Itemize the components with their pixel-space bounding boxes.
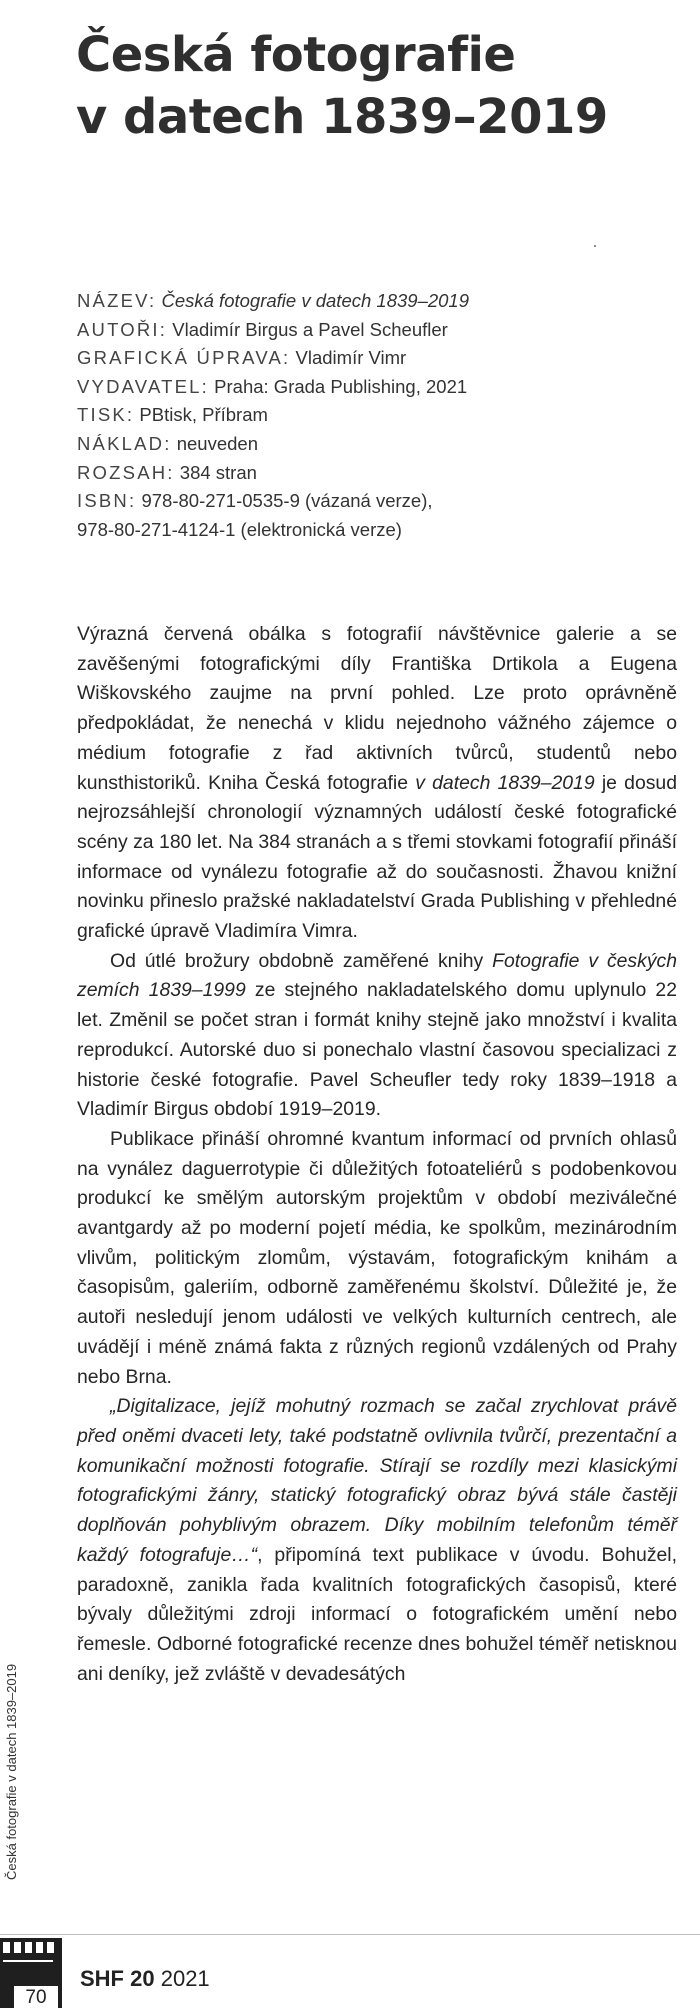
paragraph-4 bbox=[77, 1392, 677, 1689]
paragraph-1-text: Výrazná červená obálka s fotografií návštěvnice galerie a se zavěšenými fotografickými díly Františka Drtikola a Eugena Wiškovského zaujme na první pohled. Lze proto oprávněně předpokládat, že nenechá v klidu nejednoho vážného zájemce o médium fotografie z řad aktivních tvůrců, studentů nebo kunsthistoriků. Kniha Česká fotografie bbox=[77, 623, 677, 794]
paragraph-1-italic: v datech 1839–2019 bbox=[415, 771, 595, 794]
meta-key: NÁKLAD: bbox=[77, 432, 172, 454]
meta-value: 384 stran bbox=[179, 461, 257, 483]
meta-row-design bbox=[77, 344, 677, 373]
article-title bbox=[76, 24, 676, 148]
paragraph-4-text: , připomíná text publikace v úvodu. Bohužel, paradoxně, zanikla řada kvalitních fotografických časopisů, které bývaly důležitými zdroji informací o fotografickém umění nebo řemesle. Odborné fotografické recenze dnes bohužel téměř netisknou ani deníky, jež zvláště v devadesátých bbox=[77, 1543, 677, 1685]
paragraph-2 bbox=[77, 947, 677, 1125]
meta-key: ROZSAH: bbox=[77, 461, 175, 483]
print-speck bbox=[594, 245, 596, 247]
meta-row-publisher bbox=[77, 373, 677, 402]
journal-year: 2021 bbox=[160, 1966, 210, 1991]
paragraph-4-quote: „Digitalizace, jejíž mohutný rozmach se začal zrychlovat právě před oněmi dvaceti lety, také podstatně ovlivnila tvůrčí, prezentační a komunikační možnosti fotografie. Stírají se rozdíly mezi klasickými fotografickými žánry, statický fotografický obraz bývá stále častěji doplňován pohyblivým obrazem. Díky mobilním telefonům téměř každý fotografuje…“ bbox=[77, 1395, 677, 1566]
article-body bbox=[77, 620, 677, 1689]
meta-key: VYDAVATEL: bbox=[77, 375, 210, 397]
title-line-1: Česká fotografie bbox=[76, 27, 516, 83]
paragraph-2-italic: Fotografie v českých zemích 1839–1999 bbox=[77, 949, 677, 1002]
journal-footer bbox=[80, 1965, 210, 1993]
page-number-badge bbox=[0, 1938, 62, 2008]
meta-value: PBtisk, Příbram bbox=[139, 404, 268, 426]
meta-key: GRAFICKÁ ÚPRAVA: bbox=[77, 347, 291, 369]
meta-row-authors bbox=[77, 316, 677, 345]
meta-row-title bbox=[77, 287, 677, 316]
meta-key: AUTOŘI: bbox=[77, 318, 168, 340]
journal-issue: SHF 20 bbox=[80, 1966, 155, 1991]
paragraph-1-text-end: je dosud nejrozsáhlejší chronologií významných událostí české fotografické scény za 180 let. Na 384 stranách a s třemi stovkami fotografií přináší informace od vynálezu fotografie až do současnosti. Žhavou knižní novinku přineslo pražské nakladatelství Grada Publishing v přehledné grafické úpravě Vladimíra Vimra. bbox=[77, 771, 678, 943]
meta-key: ISBN: bbox=[77, 490, 137, 512]
running-title-text: Česká fotografie v datech 1839–2019 bbox=[4, 1663, 19, 1880]
meta-value: 978-80-271-0535-9 (vázaná verze), bbox=[141, 490, 433, 512]
footer-rule bbox=[0, 1934, 700, 1935]
meta-value: 978-80-271-4124-1 (elektronická verze) bbox=[77, 518, 402, 540]
book-metadata bbox=[77, 287, 677, 544]
paragraph-1 bbox=[77, 620, 677, 947]
meta-row-print bbox=[77, 401, 677, 430]
page-number: 70 bbox=[14, 1986, 58, 2010]
meta-value: Česká fotografie v datech 1839–2019 bbox=[161, 290, 470, 311]
meta-row-isbn bbox=[77, 487, 677, 516]
paragraph-2-text-end: ze stejného nakladatelského domu uplynulo 22 let. Změnil se počet stran i formát knihy stejně jako množství i kvalita reprodukcí. Autorské duo si ponechalo vlastní časovou specializaci z historie české fotografie. Pavel Scheufler tedy roky 1839–1918 a Vladimír Birgus období 1919–2019. bbox=[77, 979, 677, 1121]
title-line-2: v datech 1839–2019 bbox=[76, 89, 608, 145]
meta-key: TISK: bbox=[77, 404, 135, 426]
meta-row-isbn-2 bbox=[77, 516, 677, 545]
meta-value: Vladimír Vimr bbox=[295, 347, 407, 369]
meta-value: Praha: Grada Publishing, 2021 bbox=[214, 375, 468, 397]
meta-value: neuveden bbox=[176, 432, 258, 454]
meta-value: Vladimír Birgus a Pavel Scheufler bbox=[172, 318, 448, 340]
paragraph-3: Publikace přináší ohromné kvantum informací od prvních ohlasů na vynález daguerrotypie či důležitých fotoateliérů s podobenkovou produkcí ke smělým autorským projektům v období meziválečné avantgardy až po moderní pojetí média, ke spolkům, mezinárodním vlivům, politickým zlomům, výstavám, fotografickým knihám a časopisům, galeriím, odborně zaměřenému školství. Důležité je, že autoři nesledují jenom události ve velkých kulturních centrech, ale uvádějí i méně známá fakta z různých regionů vzdálených od Prahy nebo Brna. bbox=[77, 1127, 677, 1388]
paragraph-2-text: Od útlé brožury obdobně zaměřené knihy bbox=[110, 949, 493, 972]
running-title-vertical bbox=[4, 1590, 20, 1880]
meta-row-pages bbox=[77, 459, 677, 488]
meta-row-edition bbox=[77, 430, 677, 459]
meta-key: NÁZEV: bbox=[77, 290, 157, 311]
